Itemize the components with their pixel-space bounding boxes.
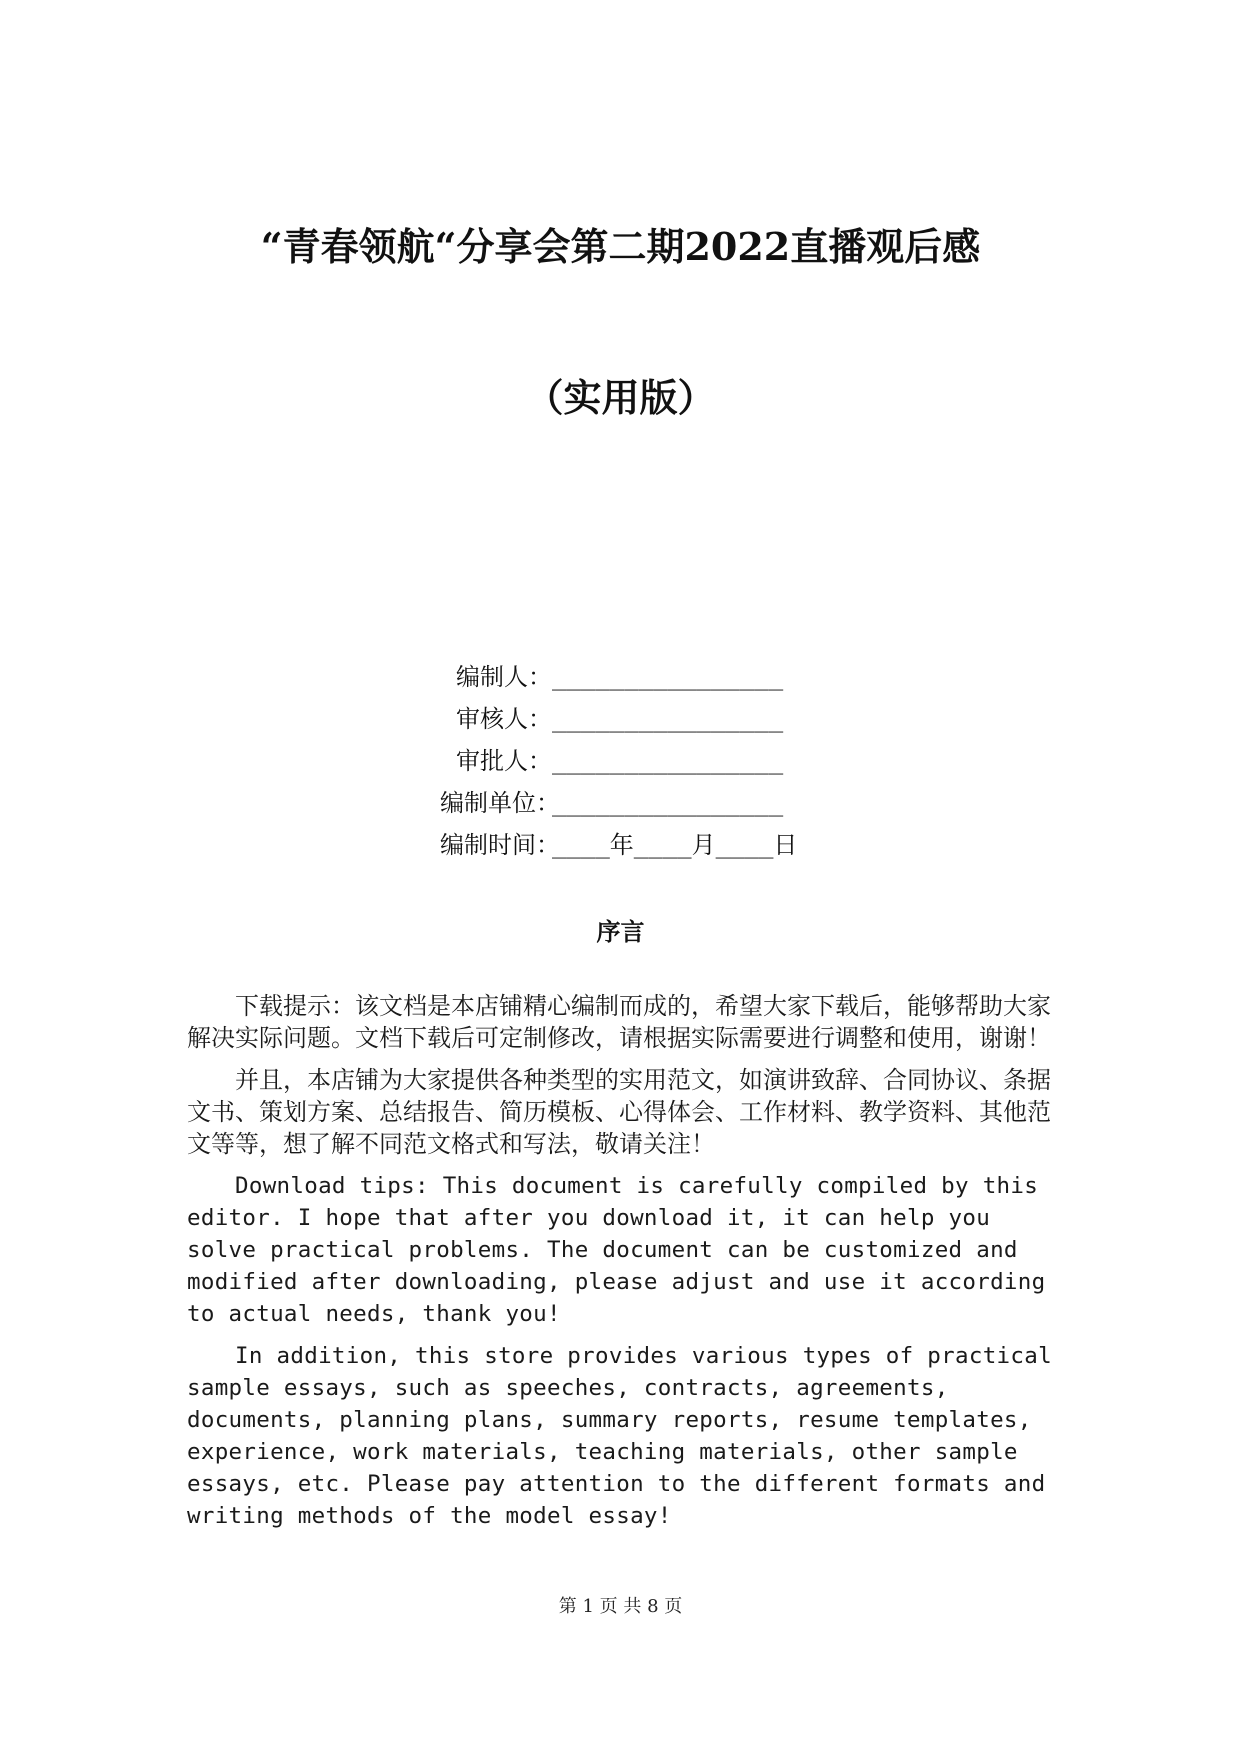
meta-row-unit [440, 782, 820, 824]
meta-label: 审批人： [456, 747, 552, 775]
meta-row-reviewer [440, 698, 820, 740]
paragraph: Download tips: This document is carefully compiled by this editor. I hope that after you download it, it can help you solve practical problems. The document can be customized and modified after downloading, please adjust and use it according to actual needs, thank you! [187, 1173, 1046, 1327]
meta-label: 审核人： [456, 705, 552, 733]
preface-heading: 序言 [596, 918, 645, 946]
meta-block [440, 656, 820, 866]
meta-row-approver [440, 740, 820, 782]
meta-label: 编制时间： [440, 831, 560, 859]
meta-blank: ____年____月____日 [552, 831, 798, 859]
paragraph: 下载提示：该文档是本店铺精心编制而成的，希望大家下载后，能够帮助大家解决实际问题。文档下载后可定制修改，请根据实际需要进行调整和使用，谢谢！ [187, 992, 1051, 1052]
meta-row-compiler [440, 656, 820, 698]
meta-blank: ________________ [552, 789, 784, 817]
meta-blank: ________________ [552, 747, 784, 775]
paragraph: In addition, this store provides various types of practical sample essays, such as speeches, contracts, agreements, documents, planning plans, summary reports, resume templates, experience, work materials, teaching materials, other sample essays, etc. Please pay attention to the different formats and writing methods of the model essay! [187, 1343, 1052, 1529]
meta-label: 编制单位： [440, 789, 560, 817]
meta-blank: ________________ [552, 663, 784, 691]
paragraph: 并且，本店铺为大家提供各种类型的实用范文，如演讲致辞、合同协议、条据文书、策划方案、总结报告、简历模板、心得体会、工作材料、教学资料、其他范文等等，想了解不同范文格式和写法，敬请关注！ [187, 1066, 1051, 1158]
meta-row-date [440, 824, 820, 866]
meta-blank: ________________ [552, 705, 784, 733]
document-subtitle: （实用版） [525, 375, 716, 420]
meta-label: 编制人： [456, 663, 552, 691]
page-footer: 第 1 页 共 8 页 [558, 1596, 683, 1617]
document-title: “青春领航“分享会第二期2022直播观后感 [260, 224, 981, 269]
preface-body [187, 990, 1067, 1542]
